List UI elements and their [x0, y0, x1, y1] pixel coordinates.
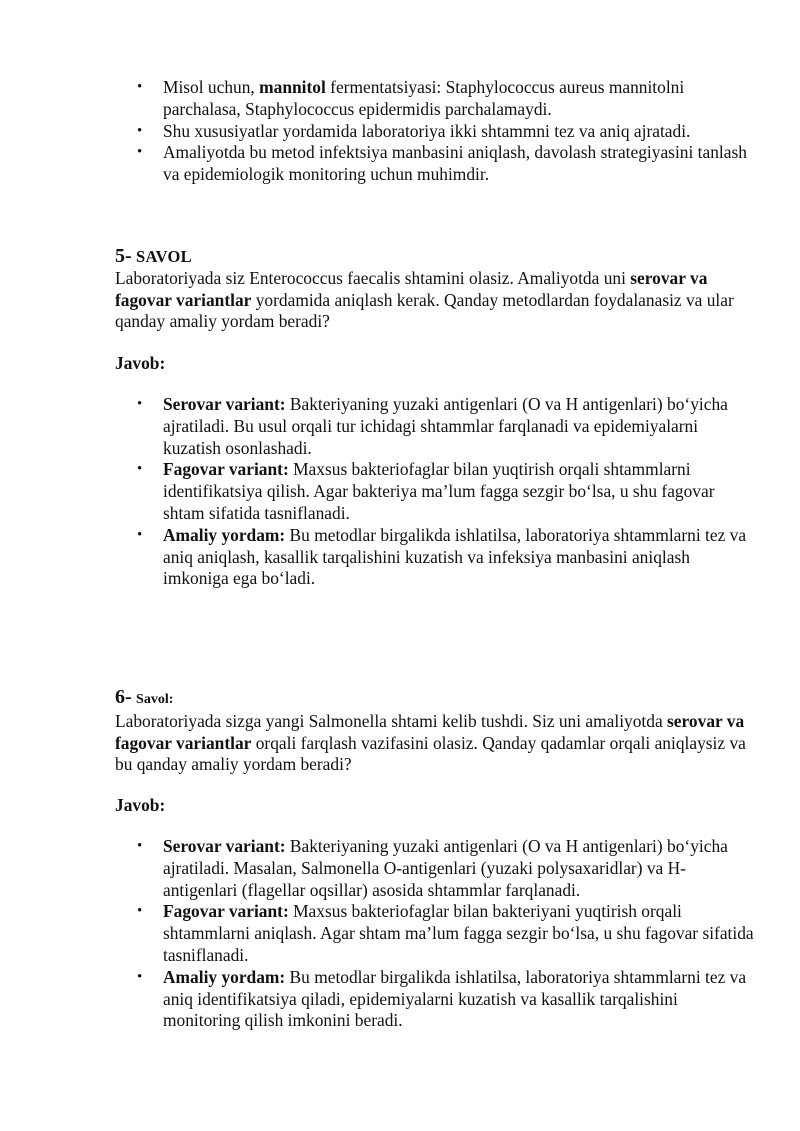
- bullet-icon: •: [137, 396, 143, 412]
- answer-6-section: [115, 836, 755, 1032]
- question-6-heading: [115, 687, 755, 711]
- list-item: [115, 525, 755, 590]
- item-label: Serovar variant:: [163, 394, 286, 414]
- item-label: Fagovar variant:: [163, 459, 289, 480]
- list-item: [115, 77, 755, 121]
- item-text: Shu xususiyatlar yordamida laboratoriya ikki shtammni tez va aniq ajratadi.: [163, 120, 691, 141]
- item-label: Fagovar variant:: [163, 901, 289, 922]
- bullet-icon: •: [137, 144, 143, 161]
- list-item: [115, 967, 755, 1032]
- list-item: [115, 121, 755, 143]
- item-text: Bakteriyaning yuzaki antigenlari (O va H antigenlari) bo‘yicha ajratiladi. Masalan, Salmonella O-antigenlari (yuzaki polysaxaridlar) va H-antigenlari (flagellar oqsillar) asosida shtammlar farqlanadi.: [163, 836, 728, 900]
- question-6-section: [115, 687, 755, 776]
- question-number: 5-: [115, 245, 132, 267]
- question-bold-text: serovar va fagovar variantlar: [115, 267, 708, 310]
- question-5-section: [115, 246, 755, 333]
- item-text: Misol uchun,: [163, 77, 260, 97]
- list-item: [115, 459, 755, 524]
- answer-5-section: [115, 394, 755, 590]
- question-number: 6-: [115, 686, 132, 708]
- bullet-icon: •: [137, 79, 143, 95]
- item-text: fermentatsiyasi: Staphylococcus aureus mannitolni parchalasa, Staphylococcus epidermidis parchalamaydi.: [163, 77, 685, 119]
- question-bold-text: serovar va fagovar variantlar: [115, 710, 745, 753]
- question-text-part: orqali farqlash vazifasini olasiz. Qanday qadamlar orqali aniqlaysiz va bu qanday amaliy yordam beradi?: [115, 732, 746, 775]
- answer-label: Javob:: [115, 795, 166, 815]
- answer-6-label-wrap: [115, 795, 755, 817]
- question-title: Savol:: [136, 692, 174, 707]
- question-5-heading: [115, 246, 755, 268]
- bullet-icon: •: [137, 461, 143, 478]
- intro-bullet-list: [115, 77, 755, 186]
- intro-section: [115, 77, 755, 186]
- answer-5-list: [115, 394, 755, 590]
- question-6-text: [115, 711, 755, 776]
- list-item: [115, 836, 755, 901]
- bullet-icon: •: [137, 968, 143, 985]
- item-label: Amaliy yordam:: [163, 966, 286, 987]
- bullet-icon: •: [137, 122, 143, 139]
- bullet-icon: •: [137, 838, 143, 854]
- item-text: Bu metodlar birgalikda ishlatilsa, laboratoriya shtammlarni tez va aniq aniqlash, kasallik tarqalishini kuzatish va infeksiya manbasini aniqlash imkoniga ega bo‘ladi.: [163, 524, 747, 589]
- list-item: [115, 142, 755, 186]
- answer-5-label-wrap: [115, 353, 755, 375]
- item-label: Serovar variant:: [163, 836, 286, 856]
- answer-label: Javob:: [115, 353, 166, 373]
- item-text: Bu metodlar birgalikda ishlatilsa, laboratoriya shtammlarni tez va aniq identifikatsiya qiladi, epidemiyalarni kuzatish va kasallik tarqalishini monitoring qilish imkonini beradi.: [163, 966, 747, 1031]
- question-text-part: Laboratoriyada sizga yangi Salmonella shtami kelib tushdi. Siz uni amaliyotda: [115, 710, 668, 731]
- list-item: [115, 394, 755, 459]
- answer-6-list: [115, 836, 755, 1032]
- question-text-part: yordamida aniqlash kerak. Qanday metodlardan foydalanasiz va ular qanday amaliy yordam beradi?: [115, 289, 734, 332]
- item-bold-text: mannitol: [259, 77, 326, 97]
- item-text: Maxsus bakteriofaglar bilan bakteriyani yuqtirish orqali shtammlarni aniqlash. Agar shtam ma’lum fagga sezgir bo‘lsa, u shu fagovar sifatida tasniflanadi.: [163, 901, 754, 965]
- item-text: Amaliyotda bu metod infektsiya manbasini aniqlash, davolash strategiyasini tanlash va epidemiologik monitoring uchun muhimdir.: [163, 142, 747, 185]
- bullet-icon: •: [137, 526, 143, 543]
- item-text: Maxsus bakteriofaglar bilan yuqtirish orqali shtammlarni identifikatsiya qilish. Agar bakteriya ma’lum fagga sezgir bo‘lsa, u shu fagovar shtam sifatida tasniflanadi.: [163, 459, 715, 523]
- item-text: Bakteriyaning yuzaki antigenlari (O va H antigenlari) bo‘yicha ajratiladi. Bu usul orqali tur ichidagi shtammlar farqlanadi va epidemiyalarni kuzatish osonlashadi.: [163, 394, 728, 458]
- item-label: Amaliy yordam:: [163, 524, 286, 545]
- list-item: [115, 901, 755, 966]
- bullet-icon: •: [137, 903, 143, 920]
- question-title: SAVOL: [136, 247, 192, 266]
- question-text-part: Laboratoriyada siz Enterococcus faecalis shtamini olasiz. Amaliyotda uni: [115, 267, 631, 288]
- question-5-text: [115, 268, 755, 333]
